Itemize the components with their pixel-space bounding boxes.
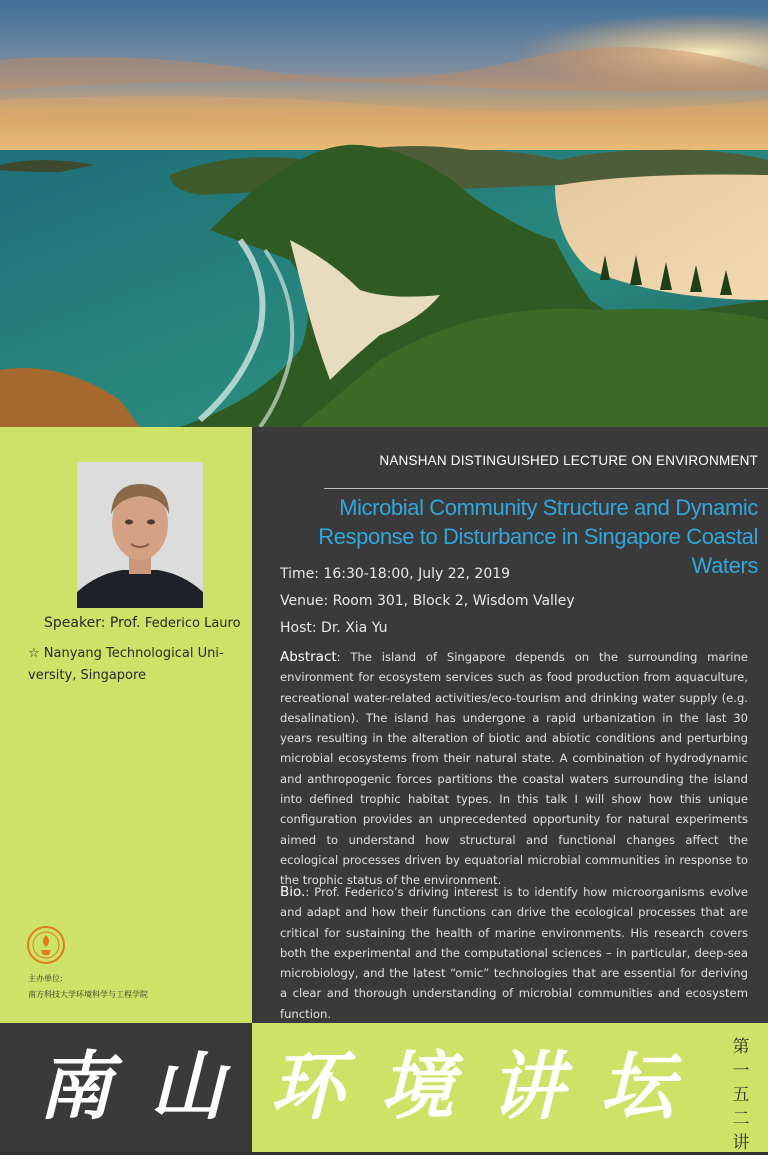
speaker-panel xyxy=(0,427,252,1023)
series-title: NANSHAN DISTINGUISHED LECTURE ON ENVIRONMENT xyxy=(379,453,758,468)
banner-char-4: 境 xyxy=(380,1044,454,1130)
title-line-2: Response to Disturbance in Singapore Coastal Waters xyxy=(318,524,758,578)
issue-char-3: 五 xyxy=(732,1085,750,1105)
organizer-name: 南方科技大学环境科学与工程学院 xyxy=(28,990,148,999)
affiliation-line-1: ☆ Nanyang Technological Uni- xyxy=(28,646,224,661)
banner-left xyxy=(0,1023,252,1152)
speaker-photo xyxy=(77,462,203,608)
title-divider xyxy=(324,488,768,489)
university-seal-logo xyxy=(26,925,66,965)
banner-char-1: 南 xyxy=(38,1044,112,1130)
banner-char-5: 讲 xyxy=(490,1044,564,1130)
bio-text: : Prof. Federico’s driving interest is to identify how microorganisms evolve and adapt and how their functions can drive the ecological processes that are critical for sustaining the health of marine environments. His research covers both the experimental and the computational sciences – in particular, deep-sea microbiology, and the latest “omic” technologies that are essential for deriving a clear and thorough understanding of microbial communities and ecosystem function. xyxy=(280,885,748,1021)
time-line: Time: 16:30-18:00, July 22, 2019 xyxy=(280,566,511,582)
abstract-paragraph xyxy=(280,647,748,891)
banner-char-6: 坛 xyxy=(600,1044,674,1130)
issue-number xyxy=(728,1035,754,1155)
issue-char-2: 一 xyxy=(732,1061,750,1081)
title-line-1: Microbial Community Structure and Dynamic xyxy=(339,495,758,520)
host-line: Host: Dr. Xia Yu xyxy=(280,620,388,636)
bio-label: Bio. xyxy=(280,884,306,900)
abstract-label: Abstract xyxy=(280,649,337,665)
banner-right xyxy=(252,1023,768,1152)
affiliation-line-2: versity, Singapore xyxy=(28,668,147,683)
organizer-label: 主办单位: xyxy=(28,974,63,983)
banner-char-3: 环 xyxy=(270,1044,344,1130)
abstract-text: : The island of Singapore depends on the surrounding marine environment for ecosystem services such as food production from aquaculture, recreational water-related activities/eco-tourism and drinking water supply (e.g. desalination). The island has undergone a rapid urbanization in the last 30 years resulting in the alteration of biotic and abiotic conditions and perturbing microbial ecosystems from their natural state. A combination of hydrodynamic and anthropogenic forces partitions the coastal waters surrounding the island into defined trophic habitat types. In this talk I will show how this unique configuration provides an unprecedented opportunity for natural experiments aimed to understand how structural and functional changes affect the ecological processes driven by equatorial microbial communities in response to the trophic status of the environment. xyxy=(280,650,748,888)
speaker-prefix: Speaker: Prof. xyxy=(44,615,145,631)
venue-line: Venue: Room 301, Block 2, Wisdom Valley xyxy=(280,593,575,609)
speaker-line xyxy=(44,615,241,631)
lecture-details-panel xyxy=(252,427,768,1023)
issue-char-4: 二 xyxy=(732,1109,750,1129)
bio-paragraph xyxy=(280,882,748,1024)
issue-char-1: 第 xyxy=(732,1037,750,1057)
issue-char-5: 讲 xyxy=(732,1133,750,1153)
hero-landscape-photo xyxy=(0,0,768,427)
speaker-name: Federico Lauro xyxy=(144,616,241,631)
banner-char-2: 山 xyxy=(150,1044,224,1130)
speaker-affiliation xyxy=(28,643,242,687)
